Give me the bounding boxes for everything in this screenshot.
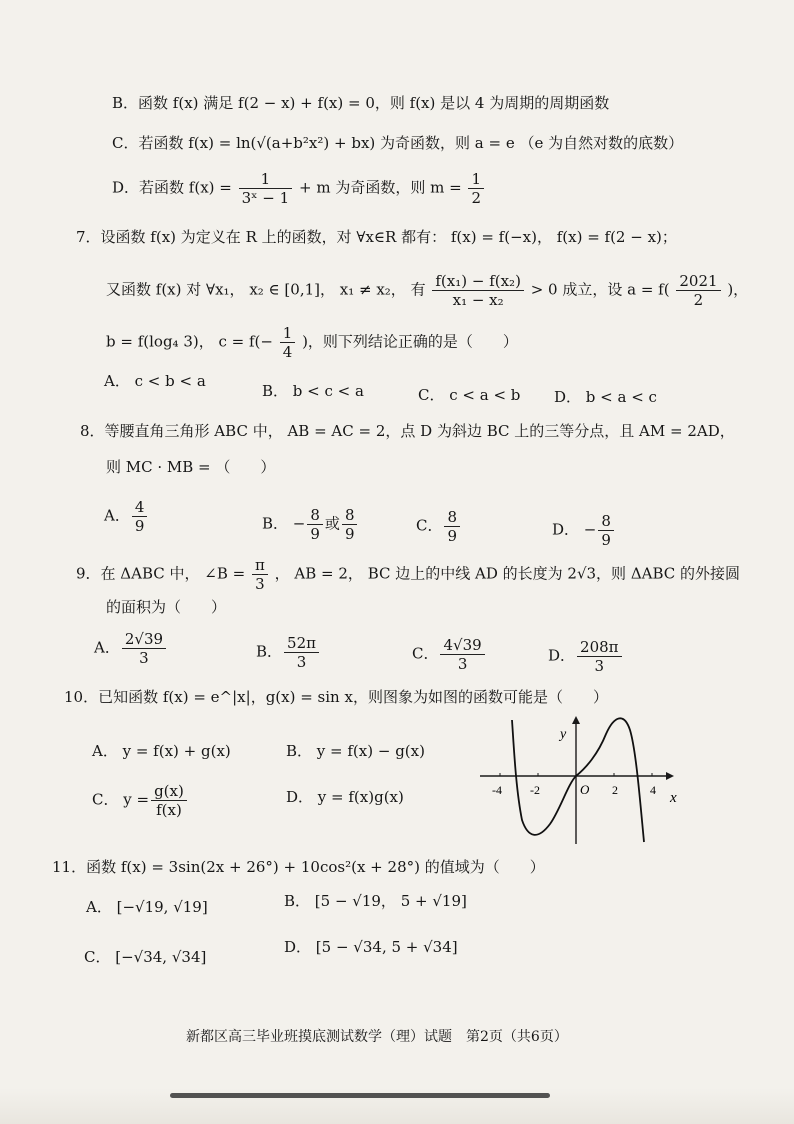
fraction: $\frac{g(x)}{f(x)}$: [151, 782, 187, 819]
q10-option-c[interactable]: C． y = $\frac{g(x)}{f(x)}$: [92, 782, 189, 819]
q8-option-a[interactable]: A． $\frac{4}{9}$: [104, 498, 149, 535]
q10-option-b[interactable]: B． y = f(x) − g(x): [286, 742, 425, 760]
fraction: $\frac{1}{4}$: [280, 324, 296, 361]
q7-option-d[interactable]: D． b < a < c: [554, 388, 657, 406]
q8-stem-line1: 8．等腰直角三角形 ABC 中， AB = AC = 2，点 D 为斜边 BC 上的三等分点，且 AM = 2AD，: [80, 422, 735, 440]
q9-stem-line1: 9．在 ΔABC 中， ∠B = $\frac{\pi}{3}$ ， AB = 2， BC 边上的中线 AD 的长度为 2√3，则 ΔABC 的外接圆: [76, 556, 741, 593]
q9-option-b[interactable]: B． $\frac{52\pi}{3}$: [256, 634, 321, 671]
x-axis-arrow: [666, 772, 674, 780]
fraction: $\frac{2√39}{3}$: [122, 630, 166, 667]
tick-label: 2: [612, 783, 618, 797]
fraction: $\frac{8}{9}$: [444, 508, 460, 545]
q9-option-a[interactable]: A． $\frac{2√39}{3}$: [94, 630, 168, 667]
tick-label: -2: [530, 783, 540, 797]
x-axis-label: x: [670, 790, 677, 806]
q6-option-b: B．函数 f(x) 满足 f(2 − x) + f(x) = 0，则 f(x) 是以 4 为周期的周期函数: [112, 94, 610, 112]
q7-stem-line3: b = f(log₄ 3)， c = f(− $\frac{1}{4}$ )，则下列结论正确的是（ ）: [106, 324, 518, 361]
q9-stem-line2: 的面积为（ ）: [106, 598, 227, 616]
q8-option-c[interactable]: C． $\frac{8}{9}$: [416, 508, 462, 545]
q11-option-c[interactable]: C． [−√34, √34]: [84, 948, 207, 966]
page-footer: 新都区高三毕业班摸底测试数学（理）试题 第2页（共6页）: [186, 1029, 568, 1045]
q10-option-d[interactable]: D． y = f(x)g(x): [286, 788, 404, 806]
fraction: $\frac{208\pi}{3}$: [577, 638, 622, 675]
fraction: $\frac{1}{2}$: [468, 170, 484, 207]
q8-stem-line2: 则 MC · MB = （ ）: [106, 458, 276, 476]
q11-option-a[interactable]: A． [−√19, √19]: [86, 898, 208, 916]
fraction: $\frac{52\pi}{3}$: [284, 634, 319, 671]
fraction: $\frac{8}{9}$: [307, 506, 323, 543]
scan-edge-artifact: [170, 1093, 550, 1098]
q11-option-d[interactable]: D． [5 − √34, 5 + √34]: [284, 938, 458, 956]
fraction: $\frac{2021}{2}$: [676, 272, 720, 309]
q7-option-c[interactable]: C． c < a < b: [418, 386, 521, 404]
q6-option-c: C．若函数 f(x) = ln(√(a+b²x²) + bx) 为奇函数，则 a = e （e 为自然对数的底数）: [112, 134, 684, 152]
q7-option-b[interactable]: B． b < c < a: [262, 382, 364, 400]
q9-option-c[interactable]: C． $\frac{4√39}{3}$: [412, 636, 487, 673]
fraction: $\frac{8}{9}$: [342, 506, 358, 543]
origin-label: O: [580, 782, 590, 797]
tick-label: 4: [650, 783, 656, 797]
q11-option-b[interactable]: B． [5 − √19， 5 + √19]: [284, 892, 467, 910]
q8-option-d[interactable]: D． − $\frac{8}{9}$: [552, 512, 616, 549]
q7-stem-line1: 7．设函数 f(x) 为定义在 R 上的函数，对 ∀x∈R 都有： f(x) = f(−x)， f(x) = f(2 − x)；: [76, 228, 677, 246]
q8-option-b[interactable]: B． − $\frac{8}{9}$ 或 $\frac{8}{9}$: [262, 506, 359, 543]
fraction: $\frac{\pi}{3}$: [252, 556, 268, 593]
q10-stem: 10．已知函数 f(x) = e^|x|，g(x) = sin x，则图象为如图的函数可能是（ ）: [64, 688, 608, 706]
y-axis-label: y: [560, 727, 567, 742]
q11-stem: 11．函数 f(x) = 3sin(2x + 26°) + 10cos²(x + 28°) 的值域为（ ）: [52, 858, 545, 876]
fraction: $\frac{4}{9}$: [132, 498, 148, 535]
fraction: $\frac{1}{\text{3ˣ − 1}}$: [239, 170, 293, 207]
q9-option-d[interactable]: D． $\frac{208\pi}{3}$: [548, 638, 624, 675]
q10-option-a[interactable]: A． y = f(x) + g(x): [92, 742, 231, 760]
q6-option-d: D．若函数 f(x) = $\frac{1}{\text{3ˣ − 1}}$ + m 为奇函数，则 m = $\frac{1}{2}$: [112, 170, 486, 207]
fraction: $\frac{8}{9}$: [598, 512, 614, 549]
fraction: $\frac{4√39}{3}$: [440, 636, 484, 673]
y-axis-arrow: [572, 716, 580, 724]
tick-label: -4: [492, 783, 502, 797]
q7-option-a[interactable]: A． c < b < a: [104, 372, 206, 390]
q7-stem-line2: 又函数 f(x) 对 ∀x₁， x₂ ∈ [0,1]， x₁ ≠ x₂， 有 $\frac{\text{f(x₁) − f(x₂)}}{\text{x₁ − x₂}}$ > 0 成立，设 a = f( $\frac{2021}{2}$ )，: [106, 272, 749, 309]
fraction: $\frac{\text{f(x₁) − f(x₂)}}{\text{x₁ − x₂}}$: [432, 272, 524, 309]
function-curve: [512, 718, 644, 842]
q10-function-graph: [476, 710, 690, 846]
